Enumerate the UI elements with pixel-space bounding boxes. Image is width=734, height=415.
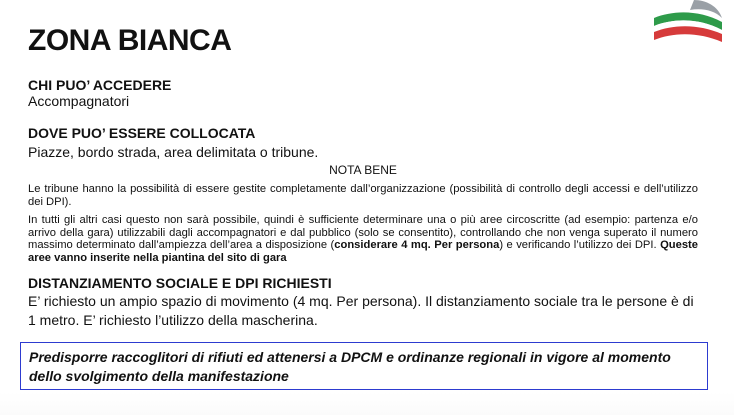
distancing-section [28, 275, 698, 330]
nota-bene-para2-mid: ) e verificando l’utilizzo dei DPI. [499, 239, 661, 251]
who-heading: CHI PUO’ ACCEDERE [28, 77, 172, 93]
who-section [28, 77, 698, 110]
where-text: Piazze, bordo strada, area delimitata o tribune. [28, 144, 319, 160]
distancing-heading: DISTANZIAMENTO SOCIALE E DPI RICHIESTI [28, 275, 332, 291]
where-section [28, 125, 698, 161]
nota-bene-section [28, 163, 698, 264]
nota-bene-paragraph-1: Le tribune hanno la possibilità di essere gestite completamente dall’organizzazione (possibilità di controllo degli accessi e dell’utilizzo dei DPI). [28, 183, 698, 208]
distancing-text: E’ richiesto un ampio spazio di movimento (4 mq. Per persona). Il distanziamento sociale tra le persone è di 1 metro. E’ richiesto l’utilizzo della mascherina. [28, 293, 694, 328]
waste-callout-box: Predisporre raccoglitori di rifiuti ed attenersi a DPCM e ordinanze regionali in vigore al momento dello svolgimento della manifestazione [20, 342, 708, 390]
nota-bene-paragraph-2 [28, 214, 698, 264]
bottom-strip [0, 392, 734, 415]
nota-bene-para2-bold-map: Queste aree vanno inserite nella piantina del sito di gara [28, 239, 699, 264]
tricolore-swoosh-icon [644, 0, 724, 48]
nota-bene-para2-bold-area: considerare 4 mq. Per persona [334, 239, 500, 251]
nota-bene-para2-start: In tutti gli altri casi questo non sarà possibile, quindi è sufficiente determinare una o più aree circoscritte (ad esempio: partenza e/o arrivo della gara) utilizzabili dagli accompagnatori e dal pubblico (solo se consentito), controllando che non venga superato il numero massimo determinato dall’ampiezza dell’area a disposizione ( [28, 214, 698, 251]
nota-bene-heading: NOTA BENE [329, 163, 397, 177]
who-text: Accompagnatori [28, 93, 130, 109]
where-heading: DOVE PUO’ ESSERE COLLOCATA [28, 125, 256, 141]
page-title: ZONA BIANCA [28, 24, 232, 57]
